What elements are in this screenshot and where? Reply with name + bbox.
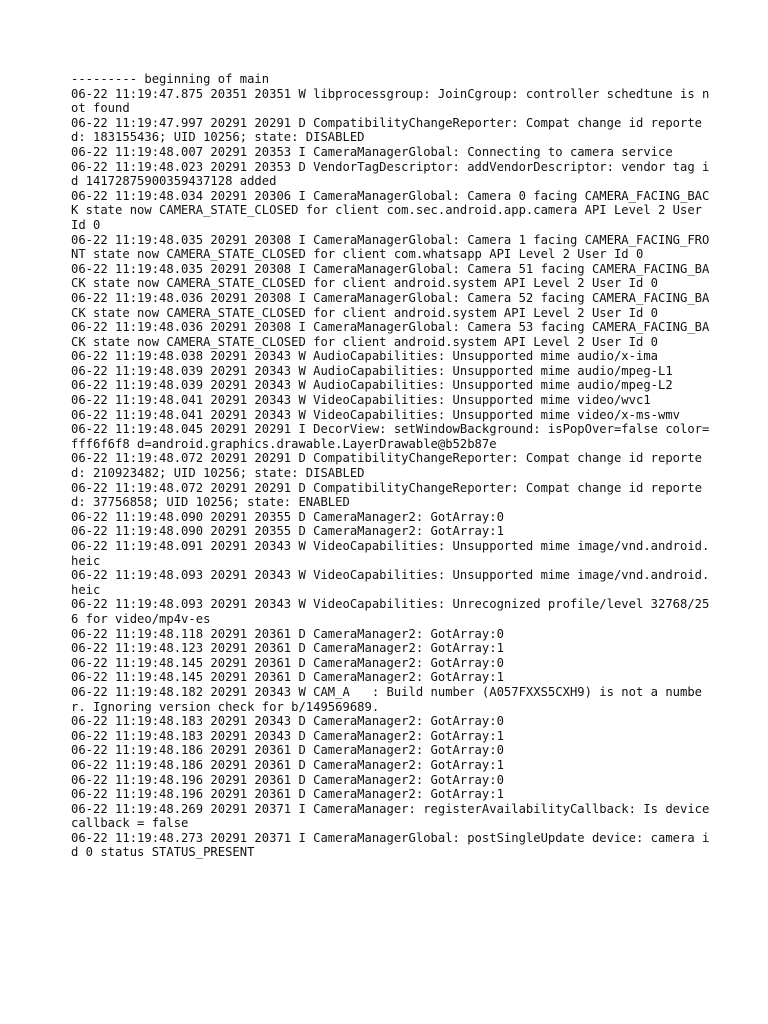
log-line: 06-22 11:19:48.039 20291 20343 W AudioCapabilities: Unsupported mime audio/mpeg-L1: [71, 363, 673, 378]
log-line: 06-22 11:19:48.038 20291 20343 W AudioCapabilities: Unsupported mime audio/x-ima: [71, 349, 658, 364]
log-line: 06-22 11:19:48.118 20291 20361 D CameraManager2: GotArray:0: [71, 626, 504, 641]
log-line: 06-22 11:19:48.183 20291 20343 D CameraManager2: GotArray:0: [71, 714, 504, 729]
log-line: 06-22 11:19:48.023 20291 20353 D VendorTagDescriptor: addVendorDescriptor: vendor tag id 14172875900359437128 added: [71, 159, 710, 189]
log-line: 06-22 11:19:48.145 20291 20361 D CameraManager2: GotArray:0: [71, 655, 504, 670]
log-line: 06-22 11:19:48.090 20291 20355 D CameraManager2: GotArray:1: [71, 524, 504, 539]
log-line: 06-22 11:19:48.090 20291 20355 D CameraManager2: GotArray:0: [71, 509, 504, 524]
log-line: 06-22 11:19:48.041 20291 20343 W VideoCapabilities: Unsupported mime video/wvc1: [71, 393, 651, 408]
log-line: 06-22 11:19:48.007 20291 20353 I CameraManagerGlobal: Connecting to camera service: [71, 144, 673, 159]
log-line: 06-22 11:19:48.186 20291 20361 D CameraManager2: GotArray:0: [71, 743, 504, 758]
log-line: 06-22 11:19:48.273 20291 20371 I CameraManagerGlobal: postSingleUpdate device: camera id 0 status STATUS_PRESENT: [71, 830, 710, 860]
log-line: 06-22 11:19:47.997 20291 20291 D CompatibilityChangeReporter: Compat change id reported: 183155436; UID 10256; state: DISABLED: [71, 115, 703, 145]
log-line: 06-22 11:19:48.196 20291 20361 D CameraManager2: GotArray:0: [71, 772, 504, 787]
log-line: 06-22 11:19:48.183 20291 20343 D CameraManager2: GotArray:1: [71, 728, 504, 743]
log-line: 06-22 11:19:48.035 20291 20308 I CameraManagerGlobal: Camera 51 facing CAMERA_FACING_BACK state now CAMERA_STATE_CLOSED for client android.system API Level 2 User Id 0: [71, 261, 710, 291]
log-line: 06-22 11:19:48.182 20291 20343 W CAM_A : Build number (A057FXXS5CXH9) is not a number. Ignoring version check for b/149569689.: [71, 684, 703, 714]
log-line: 06-22 11:19:48.196 20291 20361 D CameraManager2: GotArray:1: [71, 787, 504, 802]
log-line: 06-22 11:19:48.186 20291 20361 D CameraManager2: GotArray:1: [71, 757, 504, 772]
log-line: 06-22 11:19:48.091 20291 20343 W VideoCapabilities: Unsupported mime image/vnd.android.heic: [71, 539, 710, 568]
log-line: --------- beginning of main: [71, 72, 270, 86]
log-document: [71, 72, 717, 860]
log-line: 06-22 11:19:48.269 20291 20371 I CameraManager: registerAvailabilityCallback: Is device callback = false: [71, 801, 717, 831]
log-line: 06-22 11:19:48.072 20291 20291 D CompatibilityChangeReporter: Compat change id reported: 210923482; UID 10256; state: DISABLED: [71, 451, 703, 481]
log-line: 06-22 11:19:48.045 20291 20291 I DecorView: setWindowBackground: isPopOver=false color=fff6f6f8 d=android.graphics.drawable.LayerDrawable@b52b87e: [71, 422, 710, 451]
log-line: 06-22 11:19:48.041 20291 20343 W VideoCapabilities: Unsupported mime video/x-ms-wmv: [71, 407, 681, 422]
log-line: 06-22 11:19:48.145 20291 20361 D CameraManager2: GotArray:1: [71, 670, 504, 685]
log-line: 06-22 11:19:48.036 20291 20308 I CameraManagerGlobal: Camera 52 facing CAMERA_FACING_BACK state now CAMERA_STATE_CLOSED for client android.system API Level 2 User Id 0: [71, 290, 710, 320]
log-line: 06-22 11:19:48.093 20291 20343 W VideoCapabilities: Unrecognized profile/level 32768/256 for video/mp4v-es: [71, 597, 710, 626]
log-line: 06-22 11:19:48.035 20291 20308 I CameraManagerGlobal: Camera 1 facing CAMERA_FACING_FRONT state now CAMERA_STATE_CLOSED for client com.whatsapp API Level 2 User Id 0: [71, 232, 710, 262]
log-line: 06-22 11:19:48.034 20291 20306 I CameraManagerGlobal: Camera 0 facing CAMERA_FACING_BACK state now CAMERA_STATE_CLOSED for client com.sec.android.app.camera API Level 2 User Id 0: [71, 188, 710, 232]
log-line: 06-22 11:19:48.036 20291 20308 I CameraManagerGlobal: Camera 53 facing CAMERA_FACING_BACK state now CAMERA_STATE_CLOSED for client android.system API Level 2 User Id 0: [71, 320, 710, 349]
log-line: 06-22 11:19:48.093 20291 20343 W VideoCapabilities: Unsupported mime image/vnd.android.heic: [71, 568, 710, 597]
log-line: 06-22 11:19:48.072 20291 20291 D CompatibilityChangeReporter: Compat change id reported: 37756858; UID 10256; state: ENABLED: [71, 480, 703, 510]
log-line: 06-22 11:19:48.039 20291 20343 W AudioCapabilities: Unsupported mime audio/mpeg-L2: [71, 378, 673, 393]
log-line: 06-22 11:19:48.123 20291 20361 D CameraManager2: GotArray:1: [71, 641, 504, 656]
log-line: 06-22 11:19:47.875 20351 20351 W libprocessgroup: JoinCgroup: controller schedtune is not found: [71, 86, 710, 116]
